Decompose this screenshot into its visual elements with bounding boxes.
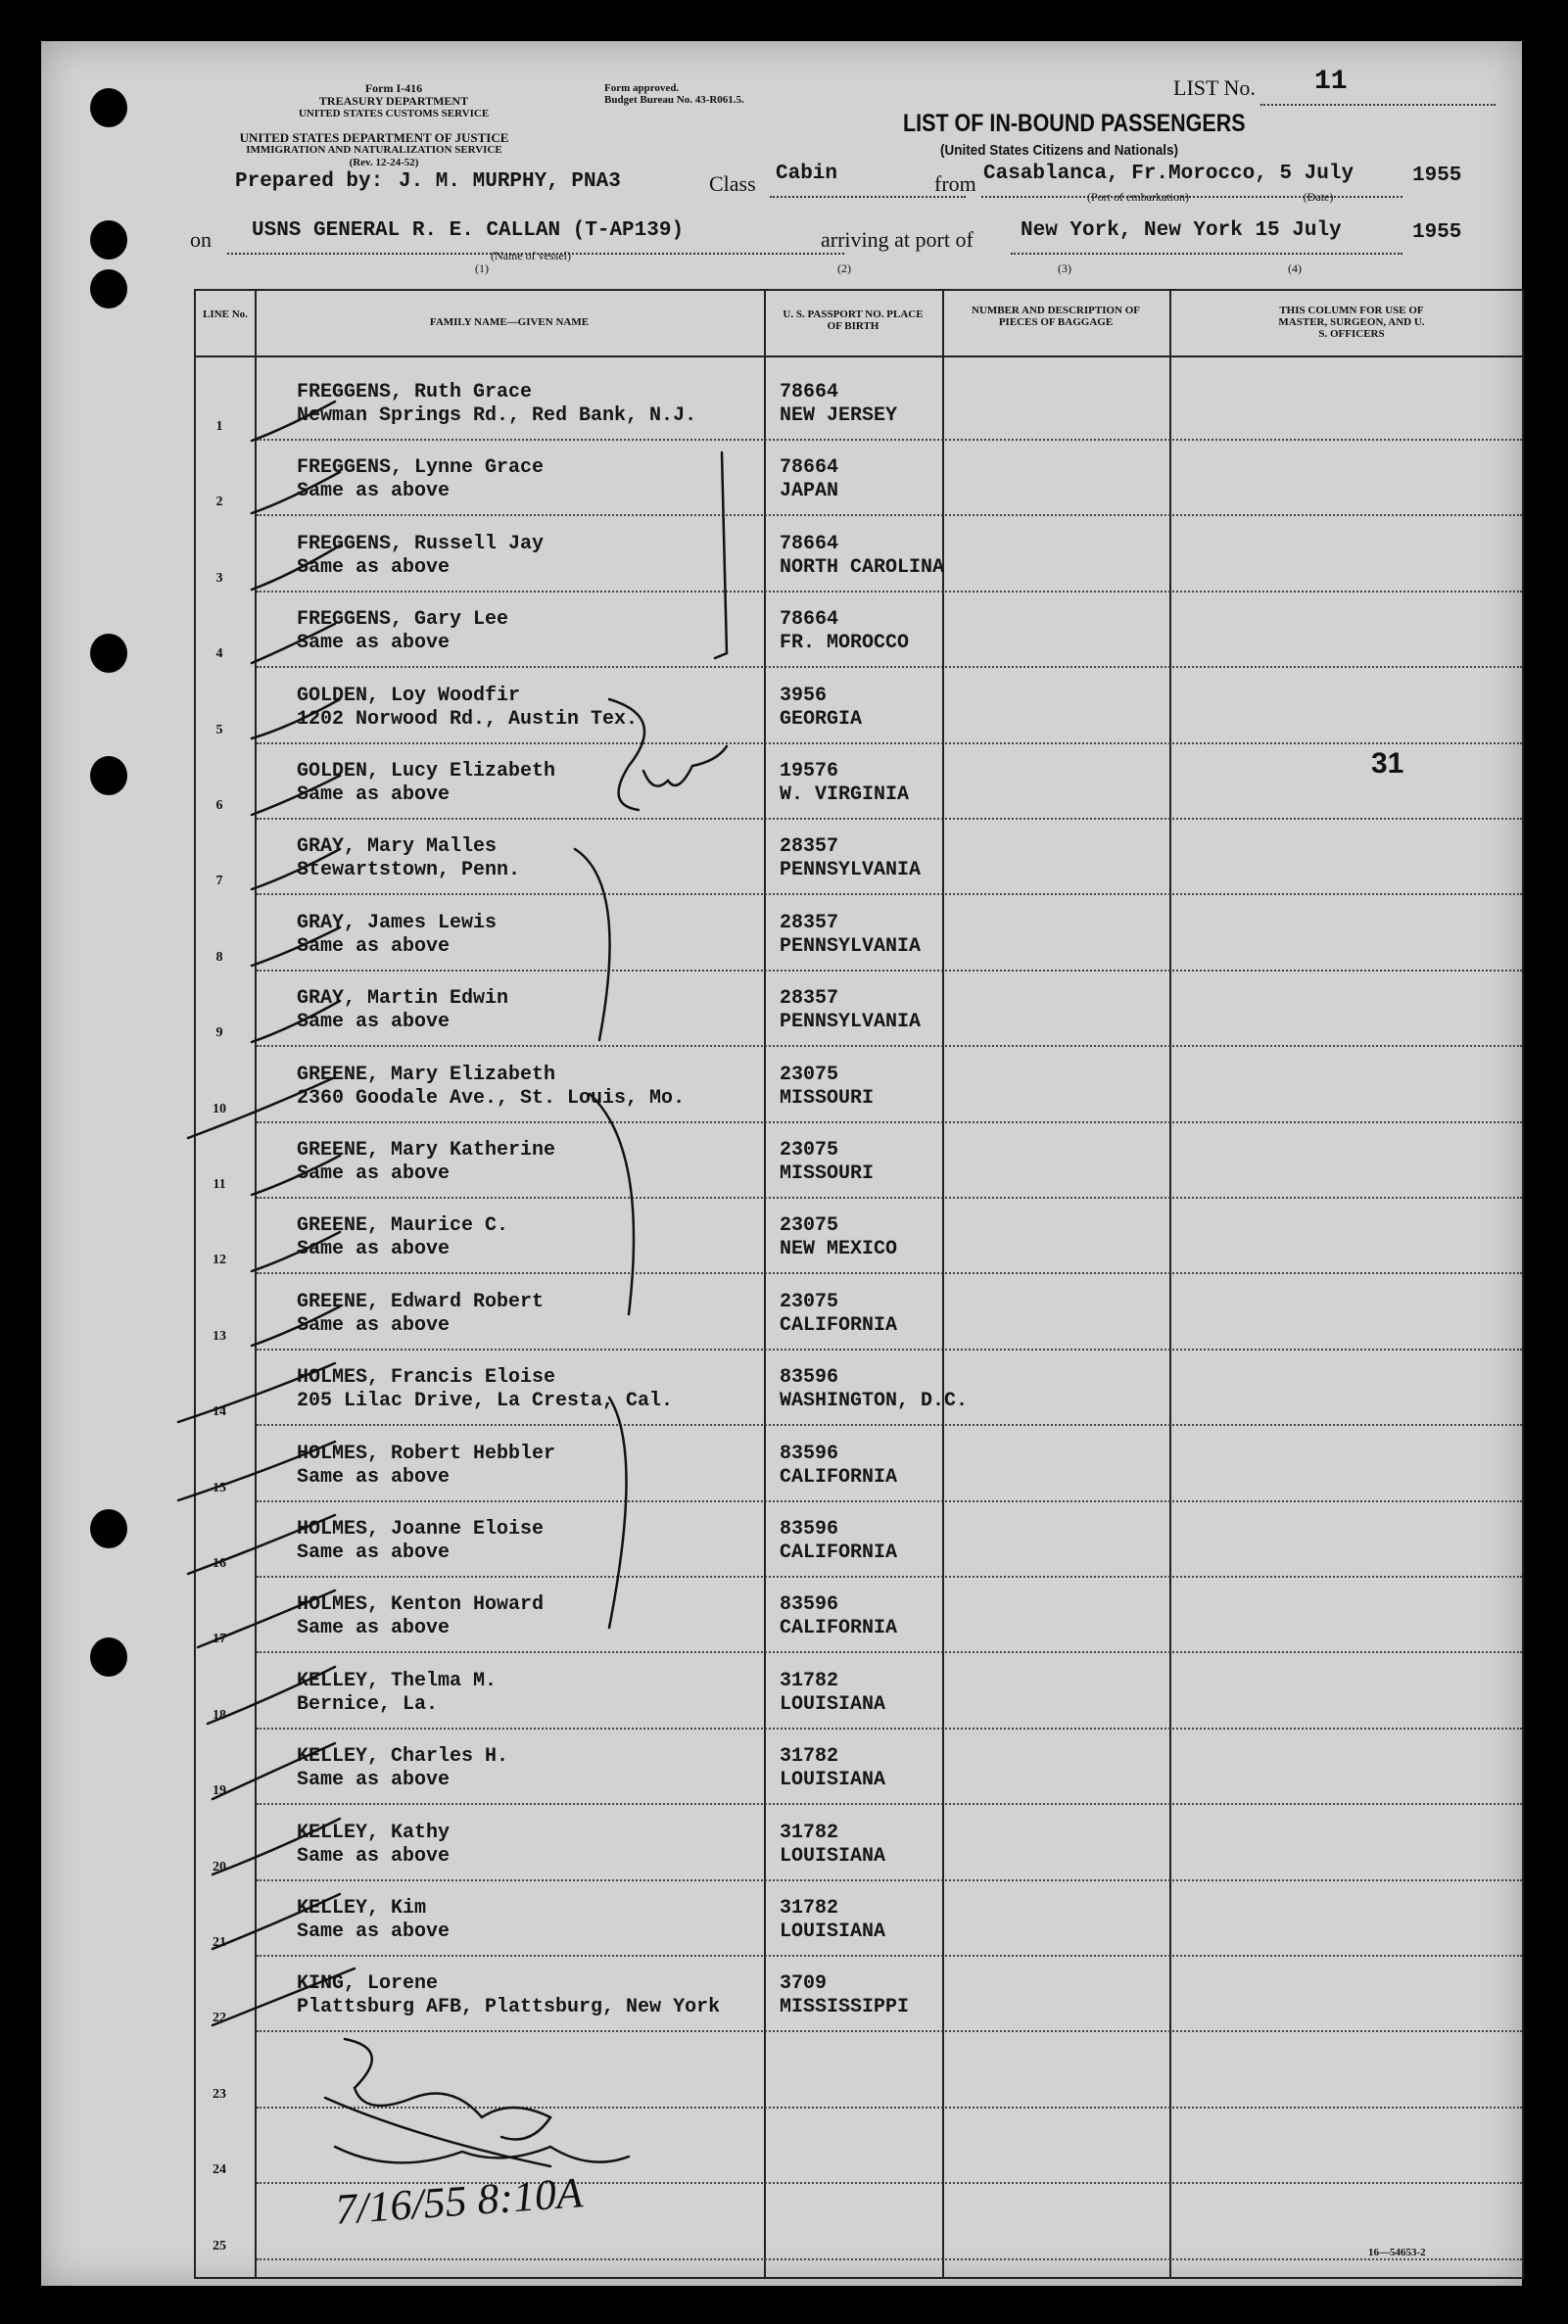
check-mark: [198, 1590, 335, 1647]
place-of-birth: NEW JERSEY: [780, 404, 898, 427]
vessel-label: (Name of vessel): [491, 249, 571, 262]
passport-number: 83596: [780, 1518, 839, 1541]
revision: (Rev. 12-24-52): [349, 157, 419, 168]
place-of-birth: LOUISIANA: [780, 1769, 886, 1792]
passenger-address: Plattsburg AFB, Plattsburg, New York: [297, 1996, 721, 2019]
passport-number: 31782: [780, 1897, 839, 1920]
passenger-address: Same as above: [297, 1844, 451, 1868]
passenger-name: HOLMES, Francis Eloise: [297, 1366, 556, 1390]
line-number: 20: [213, 1859, 226, 1874]
line-number: 12: [213, 1253, 226, 1268]
prepared-by-label: Prepared by:: [235, 170, 384, 193]
line-number: 3: [215, 570, 223, 586]
passenger-name: FREGGENS, Russell Jay: [297, 532, 545, 555]
line-number: 7: [215, 874, 223, 889]
passport-number: 31782: [780, 1745, 839, 1769]
line-number: 25: [213, 2238, 226, 2253]
prepared-by-value: J. M. MURPHY, PNA3: [399, 170, 621, 193]
family-bracket: [609, 699, 644, 810]
check-mark: [252, 849, 340, 889]
passenger-name: GREENE, Mary Elizabeth: [297, 1063, 556, 1086]
check-mark: [252, 402, 335, 441]
annotation-number: 31: [1371, 747, 1404, 780]
form-approved: Form approved.: [604, 82, 680, 94]
departure-year: 1955: [1412, 165, 1462, 187]
place-of-birth: FR. MOROCCO: [780, 632, 910, 655]
check-mark: [208, 1667, 335, 1724]
list-no-value: 11: [1314, 67, 1348, 97]
handwritten-date-time: 7/16/55 8:10A: [333, 2168, 585, 2234]
col-num-1: (1): [475, 261, 489, 275]
passenger-name: FREGGENS, Gary Lee: [297, 608, 509, 632]
passenger-address: Same as above: [297, 1162, 451, 1185]
header-officers: THIS COLUMN FOR USE OF MASTER, SURGEON, AND U. S. OFFICERS: [1278, 305, 1425, 340]
header-name: FAMILY NAME—GIVEN NAME: [429, 316, 590, 328]
col-num-3: (3): [1058, 261, 1071, 275]
passport-number: 23075: [780, 1139, 839, 1162]
passenger-name: KELLEY, Charles H.: [297, 1745, 509, 1769]
treasury-dept: TREASURY DEPARTMENT: [318, 94, 469, 108]
passenger-name: GRAY, Mary Malles: [297, 835, 498, 859]
line-number: 19: [213, 1783, 226, 1799]
family-bracket: [590, 1094, 634, 1314]
passport-number: 78664: [780, 456, 839, 480]
passenger-address: Same as above: [297, 1921, 451, 1943]
passport-number: 28357: [780, 987, 839, 1011]
passenger-address: 205 Lilac Drive, La Cresta, Cal.: [297, 1390, 674, 1413]
passport-number: 3709: [780, 1972, 828, 1996]
line-number: 21: [213, 1935, 226, 1950]
list-no-label: LIST No.: [1173, 75, 1256, 100]
passport-number: 78664: [780, 532, 839, 555]
passenger-name: HOLMES, Robert Hebbler: [297, 1442, 556, 1465]
passenger-address: Bernice, La.: [297, 1692, 439, 1716]
check-mark: [252, 472, 340, 513]
line-number: 14: [213, 1404, 226, 1420]
place-of-birth: LOUISIANA: [780, 1921, 886, 1943]
check-mark: [213, 1743, 335, 1799]
class-label: Class: [709, 171, 756, 196]
place-of-birth: CALIFORNIA: [780, 1313, 898, 1337]
passenger-name: KELLEY, Kim: [297, 1897, 427, 1920]
passenger-name: KING, Lorene: [297, 1972, 439, 1996]
line-number: 4: [215, 646, 223, 662]
line-number: 8: [215, 949, 223, 965]
page-subtitle: (United States Citizens and Nationals): [940, 142, 1179, 159]
header-passport: U. S. PASSPORT NO. PLACE OF BIRTH: [783, 308, 924, 332]
passport-number: 19576: [780, 760, 839, 783]
passenger-name: GOLDEN, Lucy Elizabeth: [297, 760, 556, 783]
passport-number: 78664: [780, 608, 839, 632]
line-number: 22: [213, 2011, 226, 2026]
check-mark: [188, 1515, 335, 1574]
signature: [325, 2039, 629, 2166]
place-of-birth: NEW MEXICO: [780, 1238, 898, 1261]
passenger-address: Same as above: [297, 480, 451, 503]
budget-bureau: Budget Bureau No. 43-R061.5.: [604, 94, 744, 106]
initial-w: [643, 746, 727, 786]
arrival-year: 1955: [1412, 221, 1462, 244]
passenger-address: Same as above: [297, 1769, 451, 1792]
place-of-birth: CALIFORNIA: [780, 1617, 898, 1640]
check-mark: [252, 1306, 340, 1346]
place-of-birth: CALIFORNIA: [780, 1465, 898, 1489]
check-mark: [213, 1968, 355, 2025]
passenger-address: Same as above: [297, 934, 451, 958]
check-mark: [252, 545, 340, 590]
passenger-name: GREENE, Edward Robert: [297, 1290, 545, 1313]
place-of-birth: MISSOURI: [780, 1086, 875, 1110]
handwritten-marks: [41, 41, 1522, 2286]
place-of-birth: MISSISSIPPI: [780, 1996, 910, 2019]
place-of-birth: LOUISIANA: [780, 1692, 886, 1716]
passenger-name: GREENE, Mary Katherine: [297, 1139, 556, 1162]
passenger-address: Stewartstown, Penn.: [297, 859, 521, 882]
line-number: 17: [213, 1632, 226, 1647]
passenger-name: KELLEY, Kathy: [297, 1821, 451, 1844]
passenger-name: FREGGENS, Ruth Grace: [297, 381, 533, 403]
check-mark: [252, 776, 340, 815]
check-mark: [252, 699, 340, 738]
line-number: 10: [213, 1101, 226, 1116]
form-number: Form I-416: [364, 81, 423, 95]
family-bracket: [609, 1398, 627, 1628]
check-mark: [178, 1442, 335, 1500]
line-number: 24: [213, 2162, 226, 2178]
passport-number: 83596: [780, 1366, 839, 1390]
date-label: (Date): [1303, 190, 1334, 204]
passport-number: 3956: [780, 684, 828, 707]
passport-number: 78664: [780, 381, 839, 403]
passenger-address: Same as above: [297, 1617, 451, 1640]
passenger-name: HOLMES, Joanne Eloise: [297, 1518, 545, 1541]
arriving-label: arriving at port of: [821, 227, 974, 252]
place-of-birth: PENNSYLVANIA: [780, 934, 922, 958]
passport-number: 23075: [780, 1063, 839, 1086]
place-of-birth: PENNSYLVANIA: [780, 859, 922, 882]
from-label: from: [934, 171, 976, 196]
passenger-address: Newman Springs Rd., Red Bank, N.J.: [297, 404, 697, 427]
ins-label: IMMIGRATION AND NATURALIZATION SERVICE: [246, 144, 502, 156]
port-embark-label: (Port of embarkation): [1087, 190, 1189, 204]
passport-number: 28357: [780, 911, 839, 934]
check-mark: [252, 927, 340, 966]
passenger-name: KELLEY, Thelma M.: [297, 1669, 498, 1692]
passenger-address: Same as above: [297, 1238, 451, 1261]
place-of-birth: GEORGIA: [780, 707, 863, 731]
place-of-birth: CALIFORNIA: [780, 1541, 898, 1564]
passenger-address: 2360 Goodale Ave., St. Louis, Mo.: [297, 1086, 686, 1110]
line-number: 9: [215, 1025, 223, 1041]
justice-dept: UNITED STATES DEPARTMENT OF JUSTICE: [239, 130, 509, 145]
line-number: 15: [213, 1480, 226, 1495]
passenger-address: Same as above: [297, 632, 451, 655]
passport-number: 28357: [780, 835, 839, 859]
passport-number: 83596: [780, 1442, 839, 1465]
passenger-name: GRAY, Martin Edwin: [297, 987, 509, 1011]
header-baggage: NUMBER AND DESCRIPTION OF PIECES OF BAGGAGE: [971, 305, 1141, 328]
line-number: 23: [213, 2086, 226, 2102]
line-number: 18: [213, 1707, 226, 1723]
passport-number: 31782: [780, 1821, 839, 1844]
passenger-name: GOLDEN, Loy Woodfir: [297, 684, 521, 707]
passenger-address: Same as above: [297, 555, 451, 579]
passenger-address: Same as above: [297, 1011, 451, 1034]
place-of-birth: PENNSYLVANIA: [780, 1011, 922, 1034]
passport-number: 31782: [780, 1669, 839, 1692]
check-mark: [213, 1819, 340, 1874]
passport-number: 83596: [780, 1593, 839, 1617]
place-of-birth: LOUISIANA: [780, 1844, 886, 1868]
place-of-birth: JAPAN: [780, 480, 839, 503]
line-number: 1: [215, 419, 223, 434]
header-line-no: LINE No.: [203, 308, 248, 320]
place-of-birth: NORTH CAROLINA: [780, 555, 945, 579]
line-number: 5: [215, 722, 223, 737]
line-number: 2: [215, 495, 223, 510]
passenger-name: HOLMES, Kenton Howard: [297, 1593, 545, 1617]
passenger-address: Same as above: [297, 783, 451, 806]
passenger-address: 1202 Norwood Rd., Austin Tex.: [297, 707, 639, 731]
arrival-port: New York, New York 15 July: [1021, 219, 1342, 242]
passenger-name: GRAY, James Lewis: [297, 911, 498, 934]
col-num-2: (2): [837, 261, 851, 275]
vessel-name: USNS GENERAL R. E. CALLAN (T-AP139): [252, 219, 685, 242]
line-number: 6: [215, 798, 223, 813]
check-mark: [252, 1156, 340, 1195]
passenger-address: Same as above: [297, 1313, 451, 1337]
passenger-name: GREENE, Maurice C.: [297, 1214, 509, 1238]
check-mark: [252, 624, 335, 663]
line-number: 16: [213, 1556, 226, 1571]
check-mark: [252, 1232, 340, 1271]
footer-code: 16—54653-2: [1368, 2247, 1426, 2258]
passport-number: 23075: [780, 1214, 839, 1238]
passenger-address: Same as above: [297, 1465, 451, 1489]
customs-service: UNITED STATES CUSTOMS SERVICE: [298, 108, 490, 119]
check-mark: [213, 1894, 340, 1949]
passenger-address: Same as above: [297, 1541, 451, 1564]
class-value: Cabin: [776, 163, 838, 185]
check-mark: [188, 1077, 335, 1138]
from-value: Casablanca, Fr.Morocco, 5 July: [983, 163, 1354, 185]
check-mark: [178, 1363, 335, 1422]
place-of-birth: WASHINGTON, D.C.: [780, 1390, 969, 1413]
line-number: 11: [213, 1177, 226, 1192]
check-mark: [252, 1001, 340, 1042]
document-page: [41, 41, 1522, 2286]
family-bracket: [575, 849, 610, 1040]
line-number: 13: [213, 1328, 226, 1344]
place-of-birth: MISSOURI: [780, 1162, 875, 1185]
on-label: on: [190, 227, 212, 252]
family-bracket: [715, 452, 727, 658]
place-of-birth: W. VIRGINIA: [780, 783, 910, 806]
passport-number: 23075: [780, 1290, 839, 1313]
passenger-name: FREGGENS, Lynne Grace: [297, 456, 545, 480]
page-title: LIST OF IN-BOUND PASSENGERS: [903, 110, 1246, 137]
col-num-4: (4): [1288, 261, 1302, 275]
